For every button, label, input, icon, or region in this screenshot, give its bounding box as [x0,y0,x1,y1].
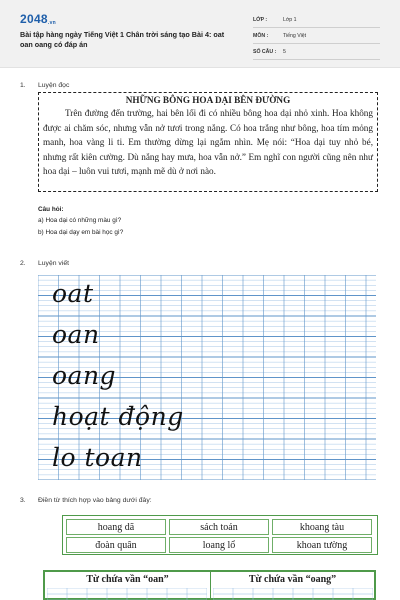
word-bank-item[interactable]: khoan tường [272,537,372,553]
question-item: a) Hoa dại có những màu gì? [38,217,122,224]
word-bank-item[interactable]: đoàn quân [66,537,166,553]
meta-value: 5 [283,49,286,55]
word-bank-item[interactable]: khoang tàu [272,519,372,535]
word-bank [62,515,378,555]
reading-body: Trên đường đến trường, hai bên lối đi có nhiều bông hoa dại nhỏ xinh. Hoa không được ai chăm sóc, nhưng vẫn nở tươi trong nắng. Có hoa trắng như bông, hoa tím mỏng manh, hoa vàng li ti. Em thường dừng lại ngắm nhìn. Mẹ nói: “Hoa dại tuy nhỏ bé, nhưng rất kiên cường. Dù nắng hay mưa, hoa vẫn nở.” Em nghĩ con người cũng nên như hoa dại – luôn vui tươi, mạnh mẽ dù ở nơi nào. [43,108,373,176]
answer-grid-oan[interactable] [47,588,207,600]
worksheet-title: Bài tập hàng ngày Tiếng Việt 1 Chân trời sáng tạo Bài 4: oat oan oang có đáp án [20,30,225,49]
meta-value: Tiếng Việt [283,33,307,39]
table-divider [210,572,211,600]
handwriting-grid [38,275,376,480]
reading-title: NHỮNG BÔNG HOA DẠI BÊN ĐƯỜNG [125,95,291,105]
worksheet-meta [253,13,380,61]
sorting-table [43,570,376,600]
section-number: 2. [20,260,26,267]
reading-passage-box [38,92,378,192]
meta-label: MÔN : [253,33,269,39]
table-header-oan: Từ chứa vần “oan” [86,574,169,585]
question-item: b) Hoa dại dạy em bài học gì? [38,229,124,236]
meta-label: SỐ CÂU : [253,49,277,55]
section-label: Luyện viết [38,260,69,267]
practice-word: oang [52,361,117,390]
practice-word: oan [52,320,100,349]
practice-word: lo toan [52,443,143,472]
section-label: Luyện đọc [38,82,70,89]
table-header-oang: Từ chứa vần “oang” [248,574,337,585]
practice-word: hoạt động [52,402,184,431]
section-writing-title [20,260,69,267]
practice-word: oat [52,279,94,308]
worksheet-header [0,0,400,68]
meta-subject-row [253,29,380,44]
section-reading-title [20,82,69,89]
questions-heading: Câu hỏi: [38,206,64,213]
meta-class-row [253,13,380,28]
section-number: 1. [20,82,26,89]
word-bank-item[interactable]: loang lổ [169,537,269,553]
section-label: Điền từ thích hợp vào bảng dưới đây: [38,497,152,504]
meta-value: Lớp 1 [283,17,297,23]
meta-count-row [253,45,380,60]
meta-label: LỚP : [253,17,268,23]
section-fill-title [20,497,152,504]
word-bank-item[interactable]: hoang dã [66,519,166,535]
site-logo[interactable]: 2048.vn [20,12,57,26]
section-number: 3. [20,497,26,504]
word-bank-item[interactable]: sách toán [169,519,269,535]
answer-grid-oang[interactable] [213,588,373,600]
